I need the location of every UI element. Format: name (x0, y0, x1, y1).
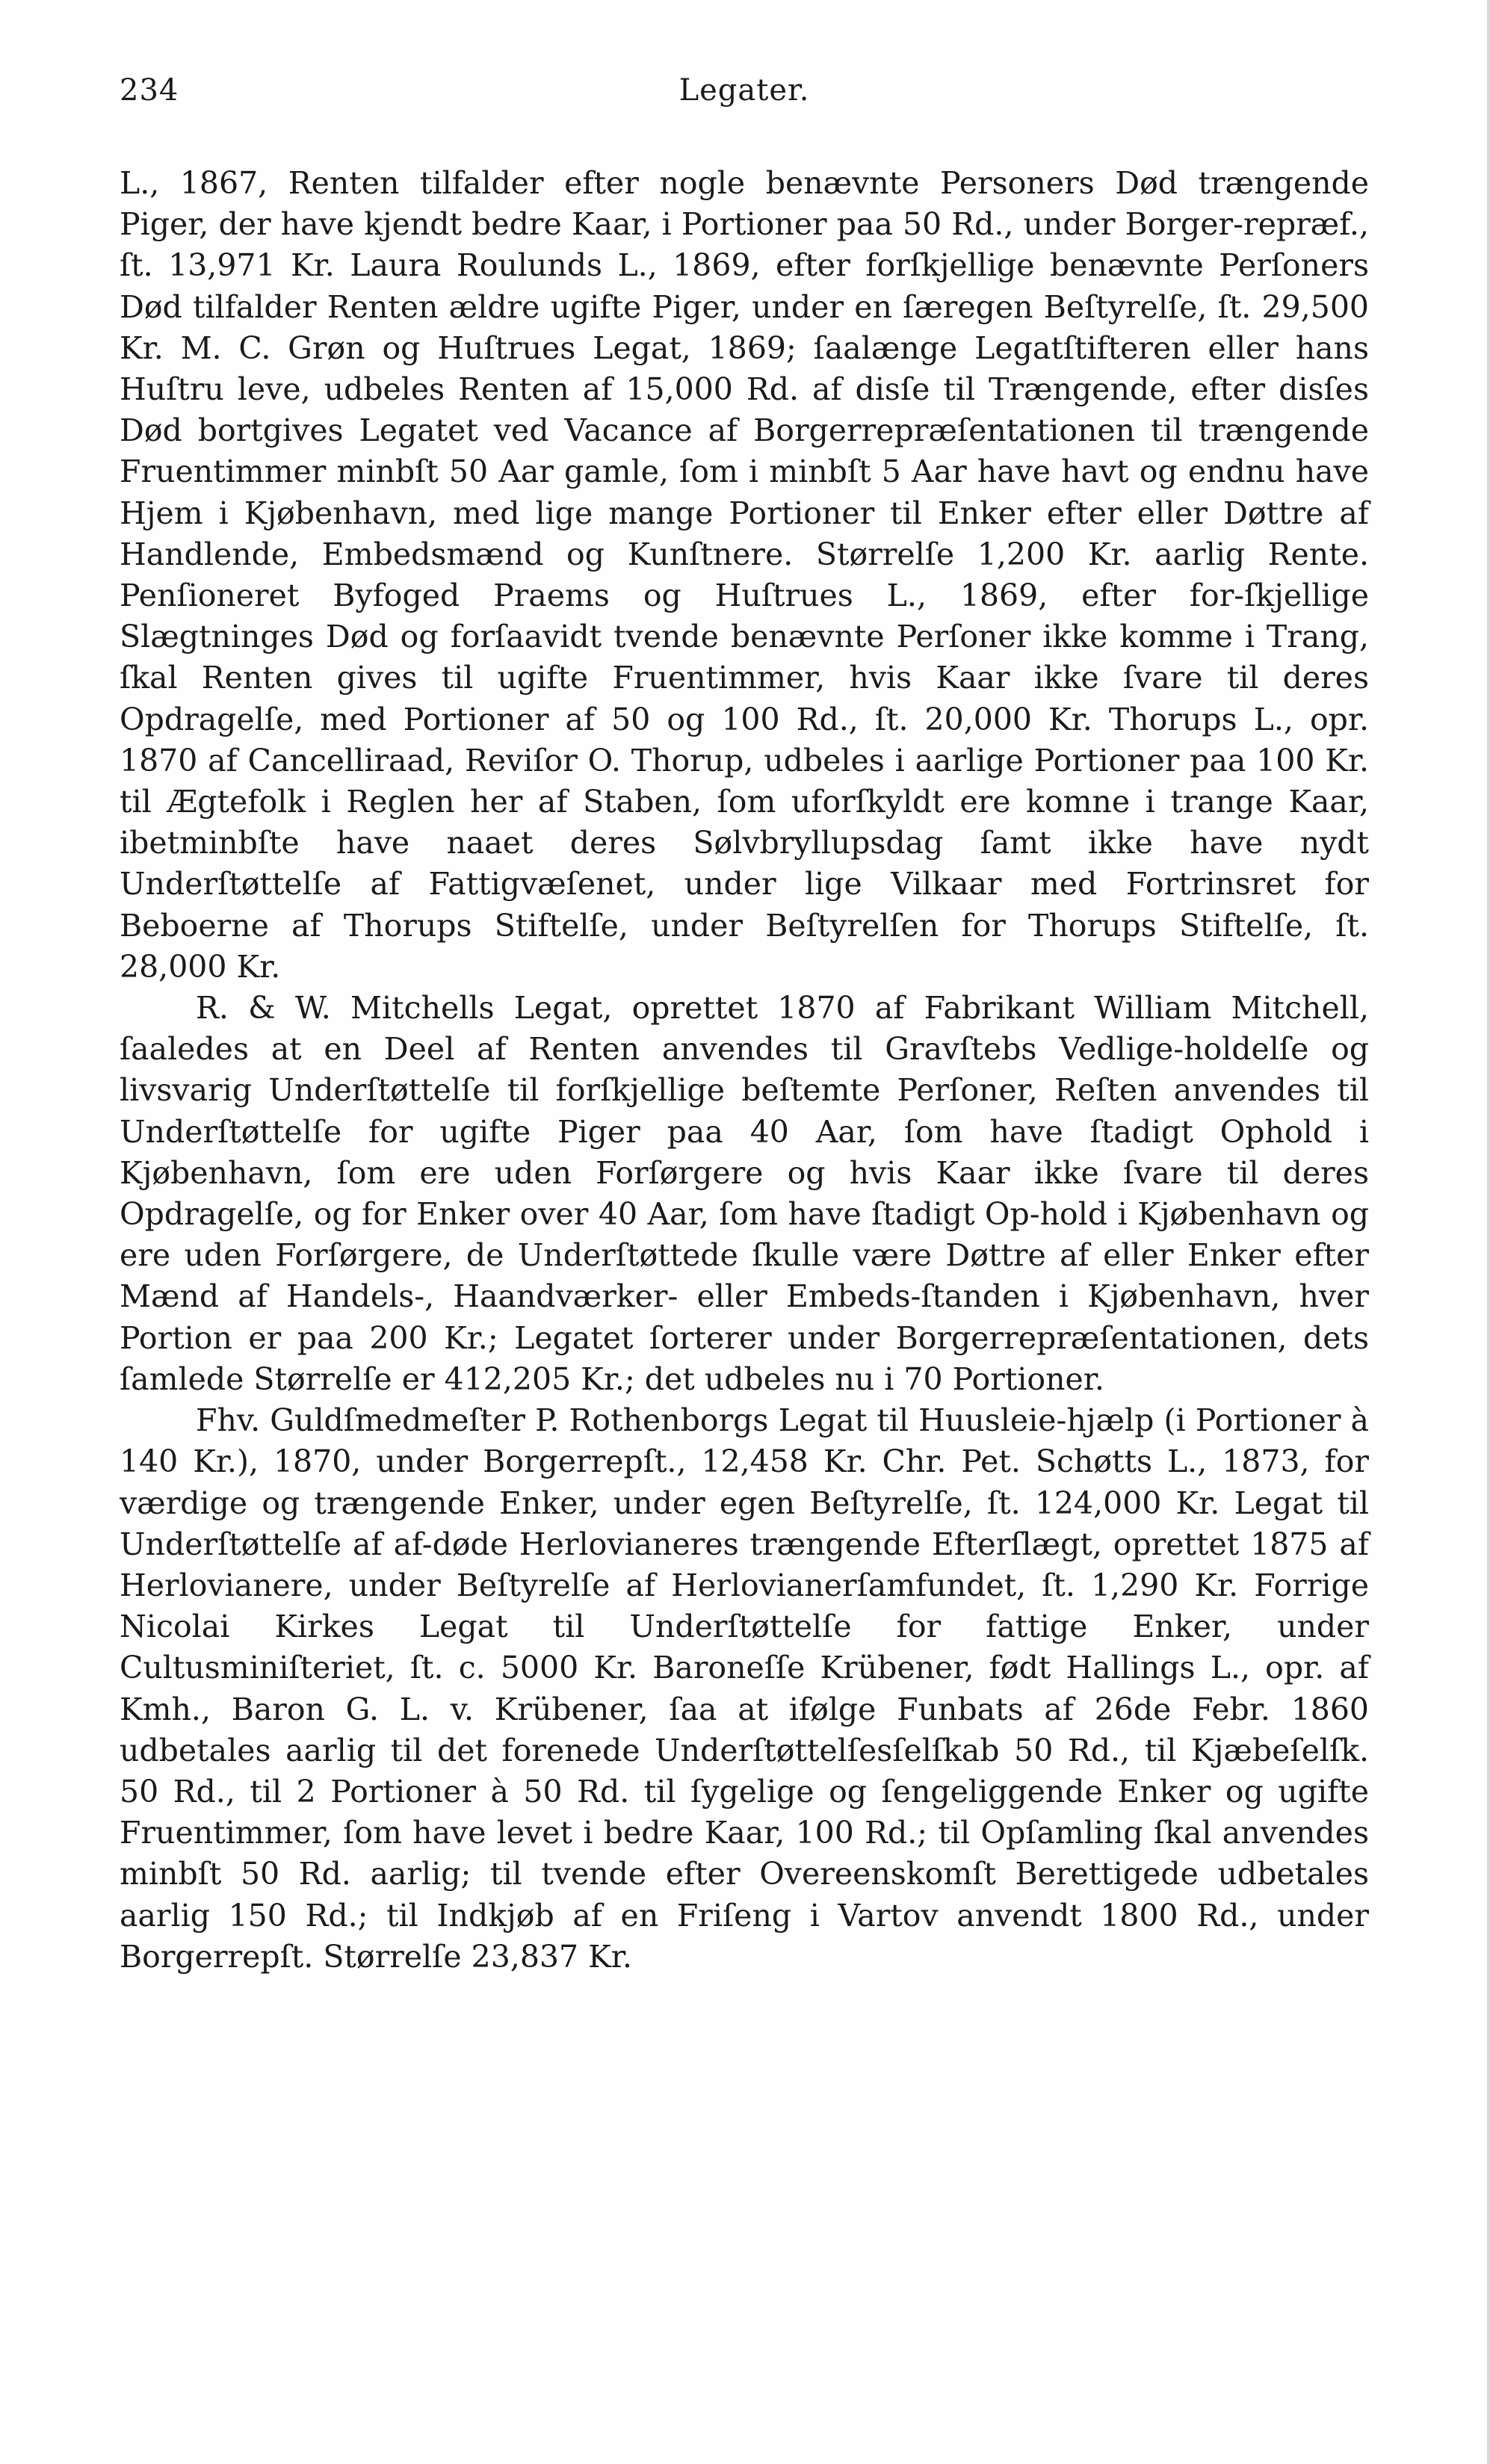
paragraph-1: L., 1867, Renten tilfalder efter nogle benævnte Personers Død trængende Piger, der have kjendt bedre Kaar, i Portioner paa 50 Rd., under Borger-repræf., ſt. 13,971 Kr. Laura Roulunds L., 1869, efter forſkjellige benævnte Perſoners Død tilfalder Renten ældre ugifte Piger, under en ſæregen Beſtyrelſe, ſt. 29,500 Kr. M. C. Grøn og Huſtrues Legat, 1869; ſaalænge Legatſtifteren eller hans Huſtru leve, udbeles Renten af 15,000 Rd. af disſe til Trængende, efter disſes Død bortgives Legatet ved Vacance af Borgerrepræſentationen til trængende Fruentimmer minbſt 50 Aar gamle, ſom i minbſt 5 Aar have havt og endnu have Hjem i Kjøbenhavn, med lige mange Portioner til Enker efter eller Døttre af Handlende, Embedsmænd og Kunſtnere. Størrelſe 1,200 Kr. aarlig Rente. Penſioneret Byfoged Praems og Huſtrues L., 1869, efter for-ſkjellige Slægtninges Død og forſaavidt tvende benævnte Perſoner ikke komme i Trang, ſkal Renten gives til ugifte Fruentimmer, hvis Kaar ikke ſvare til deres Opdragelſe, med Portioner af 50 og 100 Rd., ſt. 20,000 Kr. Thorups L., opr. 1870 af Cancelliraad, Reviſor O. Thorup, udbeles i aarlige Portioner paa 100 Kr. til Ægtefolk i Reglen her af Staben, ſom uforſkyldt ere komne i trange Kaar, ibetminbſte have naaet deres Sølvbryllupsdag ſamt ikke have nydt Underſtøttelſe af Fattigvæſenet, under lige Vilkaar med Fortrinsret for Beboerne af Thorups Stiftelſe, under Beſtyrelſen for Thorups Stiftelſe, ſt. 28,000 Kr. (120, 165, 1369, 985)
running-head: Legater. (678, 73, 810, 108)
page-edge-shadow (1487, 0, 1490, 2464)
page-header (120, 73, 1369, 121)
body-text (120, 163, 1369, 1978)
paragraph-3: Fhv. Guldſmedmeſter P. Rothenborgs Legat til Huusleie-hjælp (i Portioner à 140 Kr.), 1870, under Borgerrepſt., 12,458 Kr. Chr. Pet. Schøtts L., 1873, for værdige og trængende Enker, under egen Beſtyrelſe, ſt. 124,000 Kr. Legat til Underſtøttelſe af af-døde Herlovianeres trængende Efterſlægt, oprettet 1875 af Herlovianere, under Beſtyrelſe af Herlovianerſamfundet, ſt. 1,290 Kr. Forrige Nicolai Kirkes Legat til Underſtøttelſe for fattige Enker, under Cultusminiſteriet, ſt. c. 5000 Kr. Baroneſſe Krübener, født Hallings L., opr. af Kmh., Baron G. L. v. Krübener, ſaa at ifølge Funbats af 26de Febr. 1860 udbetales aarlig til det forenede Underſtøttelſesſelſkab 50 Rd., til Kjæbeſelſk. 50 Rd., til 2 Portioner à 50 Rd. til ſygelige og ſengeliggende Enker og ugifte Fruentimmer, ſom have levet i bedre Kaar, 100 Rd.; til Opſamling ſkal anvendes minbſt 50 Rd. aarlig; til tvende efter Overeenskomſt Berettigede udbetales aarlig 150 Rd.; til Indkjøb af en Friſeng i Vartov anvendt 1800 Rd., under Borgerrepſt. Størrelſe 23,837 Kr. (120, 1402, 1369, 1975)
paragraph-2: R. & W. Mitchells Legat, oprettet 1870 af Fabrikant William Mitchell, ſaaledes at en Deel af Renten anvendes til Gravſtebs Vedlige-holdelſe og livsvarig Underſtøttelſe til forſkjellige beſtemte Perſoner, Reſten anvendes til Underſtøttelſe for ugifte Piger paa 40 Aar, ſom have ſtadigt Ophold i Kjøbenhavn, ſom ere uden Forſørgere og hvis Kaar ikke ſvare til deres Opdragelſe, og for Enker over 40 Aar, ſom have ſtadigt Op-hold i Kjøbenhavn og ere uden Forſørgere, de Underſtøttede ſkulle være Døttre af eller Enker efter Mænd af Handels-, Haandværker- eller Embeds-ſtanden i Kjøbenhavn, hver Portion er paa 200 Kr.; Legatet ſorterer under Borgerrepræſentationen, dets ſamlede Størrelſe er 412,205 Kr.; det udbeles nu i 70 Portioner. (120, 990, 1369, 1397)
page-number: 234 (120, 73, 179, 108)
